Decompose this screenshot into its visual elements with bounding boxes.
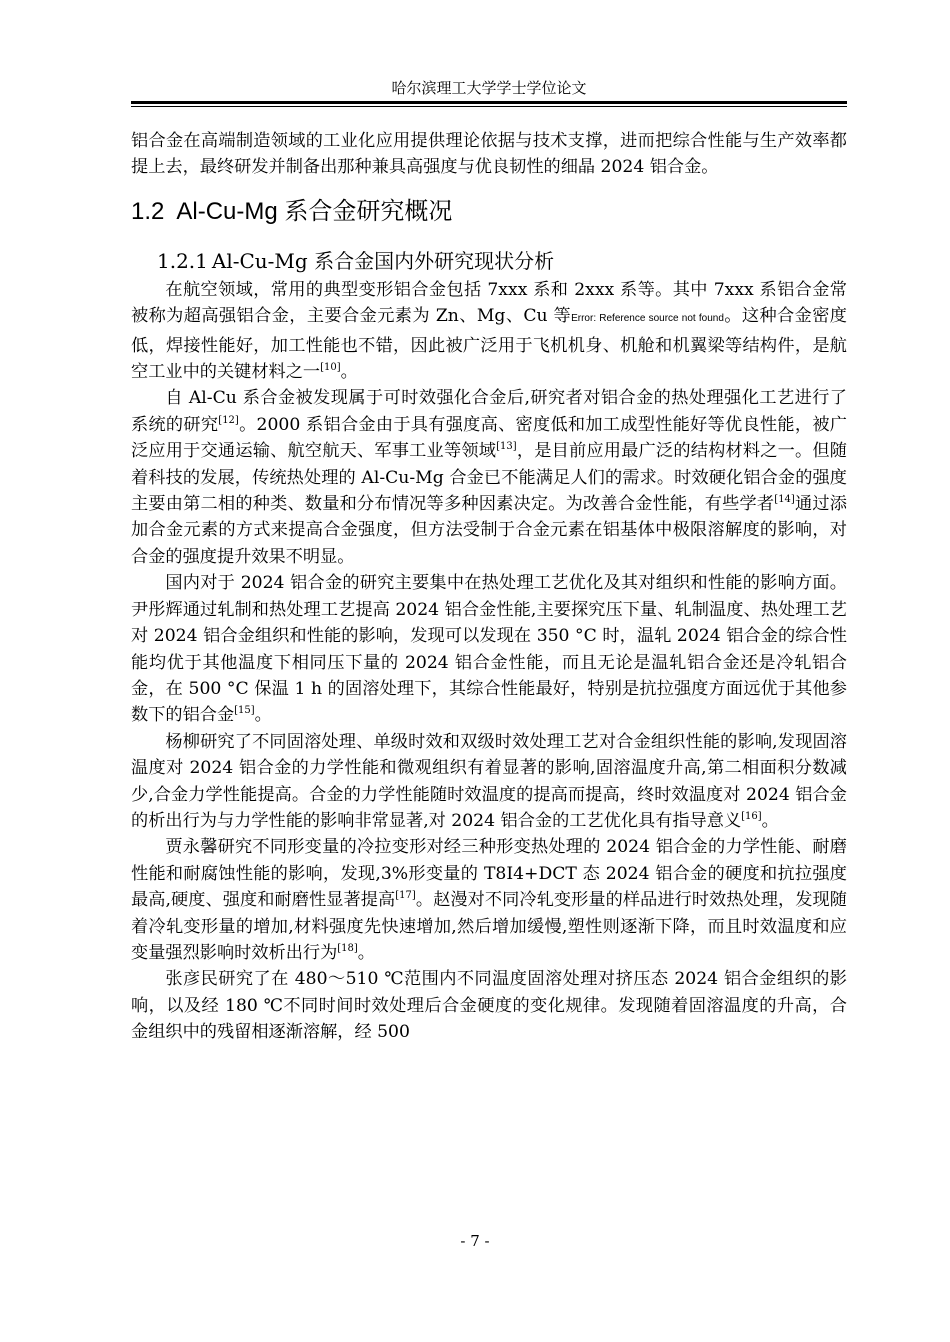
paragraph-text: 国内对于 2024 铝合金的研究主要集中在热处理工艺优化及其对组织和性能的影响方面。尹彤辉通过轧制和热处理工艺提高 2024 铝合金性能,主要探究压下量、轧制温度、热处理工艺对 2024 铝合金组织和性能的影响，发现可以发现在 350 °C 时，温轧 2024 铝合金的综合性能均优于其他温度下相同压下量的 2024 铝合金性能，而且无论是温轧铝合金还是冷轧铝合金，在 500 °C 保温 1 h 的固溶处理下，其综合性能最好，特别是抗拉强度方面远优于其他参数下的铝合金 [131,573,847,726]
paragraph-text: 铝合金在高端制造领域的工业化应用提供理论依据与技术支撑，进而把综合性能与生产效率都提上去，最终研发并制备出那种兼具高强度与优良韧性的细晶 2024 铝合金。 [131,131,847,178]
citation-10[interactable]: [10] [320,362,341,374]
page-body [131,128,847,1046]
paragraph-text: 。 [357,942,375,963]
paragraph-text: 。 [340,362,358,383]
paragraph-text: 通过添加合金元素的方式来提高合金强度，但方法受制于合金元素在铝基体中极限溶解度的影响，对合金的强度提升效果不明显。 [131,494,847,567]
paragraph-domestic-research [131,570,847,728]
header-rule-thick [131,101,847,104]
section-number: 1.2 [131,197,165,225]
paragraph-text: 。 [761,810,779,831]
paragraph-yang-liu-study [131,729,847,835]
citation-16[interactable]: [16] [741,810,762,822]
section-title: Al-Cu-Mg 系合金研究概况 [176,197,453,225]
paragraph-text: 。 [254,705,272,726]
paragraph-aviation-alloys [131,277,847,386]
section-heading [131,197,847,227]
subsection-number: 1.2.1 [157,248,208,273]
page-header: 哈尔滨理工大学学士学位论文 [391,79,587,97]
paragraph-text: 。赵漫对不同冷轧变形量的样品进行时效热处理，发现随着冷轧变形量的增加,材料强度先快速增加,然后增加缓慢,塑性则逐渐下降，而且时效温度和应变量强烈影响时效析出行为 [131,890,847,963]
subsection-title: Al-Cu-Mg 系合金国内外研究现状分析 [211,248,555,273]
paragraph-text: 张彦民研究了在 480～510 ℃范围内不同温度固溶处理对挤压态 2024 铝合金组织的影响，以及经 180 ℃不同时间时效处理后合金硬度的变化规律。发现随着固溶温度的升高，合金组织中的残留相逐渐溶解，经 500 [131,969,847,1043]
paragraph-text: 。2000 系铝合金由于具有强度高、密度低和加工成型性能好等优良性能，被广泛应用于交通运输、航空航天、军事工业等领域 [131,414,847,462]
paragraph-text: 在航空领域，常用的典型变形铝合金包括 7xxx 系和 2xxx 系等。其中 7xxx 系铝合金常被称为超高强铝合金，主要合金元素为 Zn、Mg、Cu 等 [131,279,847,327]
citation-15[interactable]: [15] [234,705,255,717]
paragraph-text: ，是目前应用最广泛的结构材料之一。但随着科技的发展，传统热处理的 Al-Cu-Mg 合金已不能满足人们的需求。时效硬化铝合金的强度主要由第二相的种类、数量和分布情况等多种因素决定。为改善合金性能，有些学者 [131,441,847,515]
paragraph-al-cu-research [131,385,847,570]
citation-17[interactable]: [17] [395,890,416,902]
paragraph-jia-zhao-study [131,834,847,966]
paragraph-text: 贾永馨研究不同形变量的冷拉变形对经三种形变热处理的 2024 铝合金的力学性能、耐磨性能和耐腐蚀性能的影响，发现,3%形变量的 T8I4+DCT 态 2024 铝合金的硬度和抗拉强度最高,硬度、强度和耐磨性显著提高 [131,837,847,911]
citation-18[interactable]: [18] [337,942,358,954]
subsection-heading [131,247,847,275]
citation-12[interactable]: [12] [218,414,239,426]
header-rule-thin [131,106,847,107]
paragraph-text: 杨柳研究了不同固溶处理、单级时效和双级时效处理工艺对合金组织性能的影响,发现固溶温度对 2024 铝合金的力学性能和微观组织有着显著的影响,固溶温度升高,第二相面积分数减少,合金力学性能提高。合金的力学性能随时效温度的提高而提高，终时效温度对 2024 铝合金的析出行为与力学性能的影响非常显著,对 2024 铝合金的工艺优化具有指导意义 [131,731,847,831]
citation-14[interactable]: [14] [774,494,795,506]
paragraph-continued [131,128,847,181]
reference-error-text: Error: Reference source not found [571,313,724,325]
paragraph-text: 。这种合金密度低，焊接性能好，加工性能也不错，因此被广泛用于飞机机身、机舱和机翼梁等结构件，是航空工业中的关键材料之一 [131,306,847,383]
paragraph-zhang-study [131,966,847,1045]
citation-13[interactable]: [13] [496,441,517,453]
paragraph-text: 自 Al-Cu 系合金被发现属于可时效强化合金后,研究者对铝合金的热处理强化工艺进行了系统的研究 [131,388,847,435]
page-number: - 7 - [460,1232,490,1250]
